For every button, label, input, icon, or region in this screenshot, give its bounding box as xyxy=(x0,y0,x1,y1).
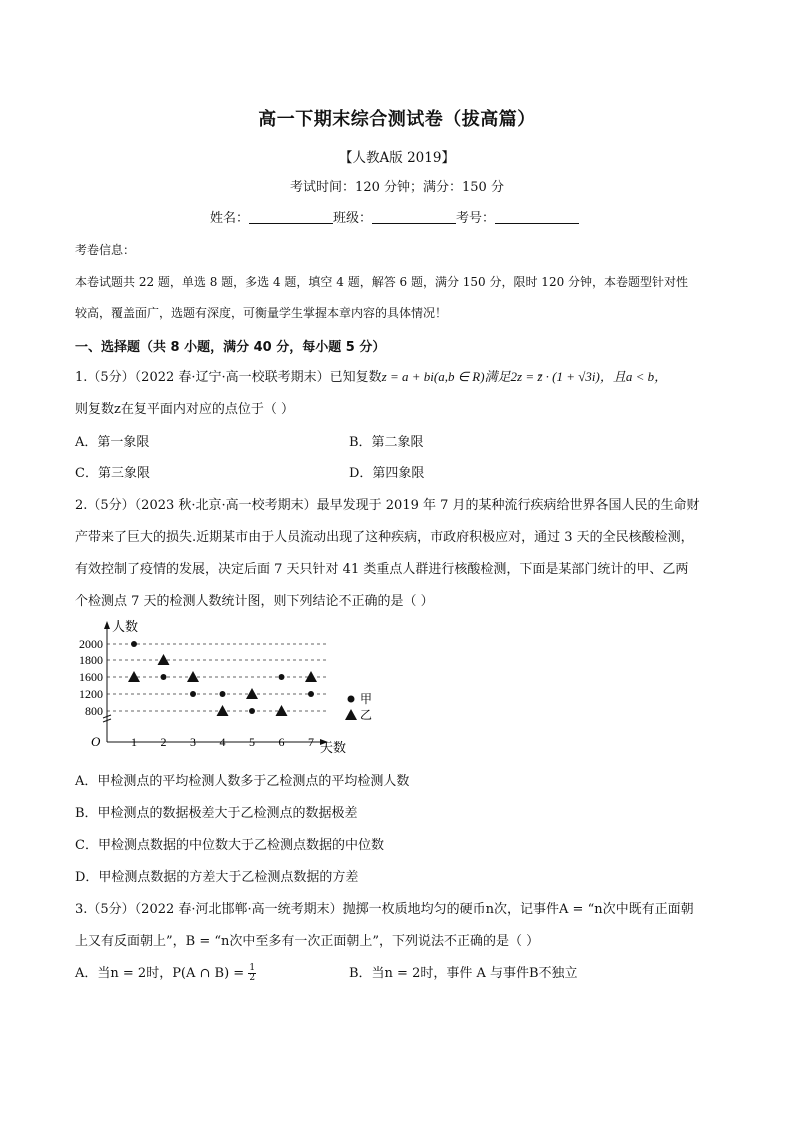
point-甲-day3 xyxy=(190,691,196,697)
q2-option-c[interactable]: C．甲检测点数据的中位数大于乙检测点数据的中位数 xyxy=(75,838,384,853)
x-tick-label-6: 6 xyxy=(278,735,285,749)
q3-line-1: 3.（5分）（2022 春·河北邯郸·高一统考期末）抛掷一枚质地均匀的硬币n次，记事件A = “n次中既有正面朝 xyxy=(75,902,694,917)
q2-option-a[interactable]: A．甲检测点的平均检测人数多于乙检测点的平均检测人数 xyxy=(75,774,410,789)
point-乙-day4 xyxy=(217,705,229,716)
q1-option-b[interactable]: B．第二象限 xyxy=(349,435,424,450)
class-field[interactable] xyxy=(372,210,456,224)
q1-option-c[interactable]: C．第三象限 xyxy=(75,466,150,481)
q2-line-3: 有效控制了疫情的发展，决定后面 7 天只针对 41 类重点人群进行核酸检测，下面是某部门统计的甲、乙两 xyxy=(75,562,689,577)
point-乙-day5 xyxy=(246,688,258,699)
legend-label-甲: 甲 xyxy=(360,692,373,706)
chart-legend xyxy=(345,692,372,722)
point-甲-day2 xyxy=(161,674,167,680)
section-heading: 一、选择题（共 8 小题，满分 40 分，每小题 5 分） xyxy=(75,340,386,355)
q3-fraction-den: 2 xyxy=(249,973,256,983)
legend-label-乙: 乙 xyxy=(360,708,373,722)
q2-line-4: 个检测点 7 天的检测人数统计图，则下列结论不正确的是（ ） xyxy=(75,594,434,609)
data-marks xyxy=(128,641,317,716)
point-甲-day5 xyxy=(249,708,255,714)
q1-formula: z = a + bi(a,b ∈ R)满足2z = z̄ · (1 + √3i)，且a < b， xyxy=(381,369,668,384)
id-field[interactable] xyxy=(495,210,579,224)
q3-fraction-num: 1 xyxy=(249,963,256,973)
point-甲-day6 xyxy=(279,674,285,680)
detection-scatter-chart xyxy=(70,615,373,755)
point-甲-day4 xyxy=(220,691,226,697)
q1-line-2: 则复数z在复平面内对应的点位于（ ） xyxy=(75,402,294,417)
q3-fraction xyxy=(248,964,256,983)
q1-option-a[interactable]: A．第一象限 xyxy=(75,435,150,450)
y-tick-label-1600: 1600 xyxy=(79,670,103,684)
x-tick-label-4: 4 xyxy=(219,735,226,749)
legend-marker-甲 xyxy=(348,696,355,703)
id-label: 考号： xyxy=(456,211,496,226)
page-title: 高一下期末综合测试卷（拔高篇） xyxy=(258,109,536,130)
q2-option-b[interactable]: B．甲检测点的数据极差大于乙检测点的数据极差 xyxy=(75,806,358,821)
origin-label: O xyxy=(91,734,101,749)
q2-line-1: 2.（5分）（2023 秋·北京·高一校考期末）最早发现于 2019 年 7 月的某种流行疾病给世界各国人民的生命财 xyxy=(75,498,700,513)
x-tick-label-5: 5 xyxy=(249,735,255,749)
x-axis-label: 天数 xyxy=(320,740,347,755)
info-line-2: 较高，覆盖面广，选题有深度，可衡量学生掌握本章内容的具体情况！ xyxy=(75,306,448,320)
q3-option-b[interactable]: B．当n = 2时，事件 A 与事件B不独立 xyxy=(349,966,578,981)
student-info-fields xyxy=(210,207,579,226)
edition-label: 【人教A版 2019】 xyxy=(339,150,455,166)
y-tick-label-800: 800 xyxy=(85,704,103,718)
q3-option-a-text: A．当n = 2时，P(A ∩ B) = xyxy=(75,966,249,981)
point-乙-day6 xyxy=(276,705,288,716)
chart-axes xyxy=(103,621,328,745)
name-label: 姓名： xyxy=(210,211,250,226)
q2-line-2: 产带来了巨大的损失.近期某市由于人员流动出现了这种疾病，市政府积极应对，通过 3 天的全民核酸检测， xyxy=(75,530,694,545)
y-tick-label-1200: 1200 xyxy=(79,687,103,701)
point-甲-day1 xyxy=(131,641,137,647)
x-tick-label-2: 2 xyxy=(160,735,167,749)
q3-line-2: 上又有反面朝上”，B = “n次中至多有一次正面朝上”，下列说法不正确的是（ ） xyxy=(75,934,540,949)
point-乙-day7 xyxy=(305,671,317,682)
x-tick-label-7: 7 xyxy=(308,735,314,749)
name-field[interactable] xyxy=(249,210,333,224)
exam-time-info: 考试时间：120 分钟；满分：150 分 xyxy=(290,180,504,195)
point-乙-day3 xyxy=(187,671,199,682)
grid-lines xyxy=(107,644,328,711)
point-乙-day1 xyxy=(128,671,140,682)
q1-line-1 xyxy=(75,366,667,385)
x-tick-label-3: 3 xyxy=(190,735,196,749)
y-axis-arrow-icon xyxy=(104,621,110,629)
y-tick-label-2000: 2000 xyxy=(79,637,103,651)
legend-marker-乙 xyxy=(345,709,357,720)
class-label: 班级： xyxy=(333,211,373,226)
info-line-1: 本卷试题共 22 题，单选 8 题，多选 4 题，填空 4 题，解答 6 题，满分 150 分，限时 120 分钟，本卷题型针对性 xyxy=(75,275,689,289)
q3-option-a[interactable] xyxy=(75,962,256,983)
x-tick-label-1: 1 xyxy=(131,735,137,749)
q1-prefix: 1.（5分）（2022 春·辽宁·高一校联考期末）已知复数 xyxy=(75,370,382,385)
info-heading: 考卷信息： xyxy=(75,243,136,257)
q1-option-d[interactable]: D．第四象限 xyxy=(349,466,425,481)
y-axis-label: 人数 xyxy=(112,619,139,634)
point-甲-day7 xyxy=(308,691,314,697)
y-tick-label-1800: 1800 xyxy=(79,653,103,667)
q2-option-d[interactable]: D．甲检测点数据的方差大于乙检测点数据的方差 xyxy=(75,870,359,885)
point-乙-day2 xyxy=(158,654,170,665)
y-tick-labels xyxy=(79,637,103,718)
